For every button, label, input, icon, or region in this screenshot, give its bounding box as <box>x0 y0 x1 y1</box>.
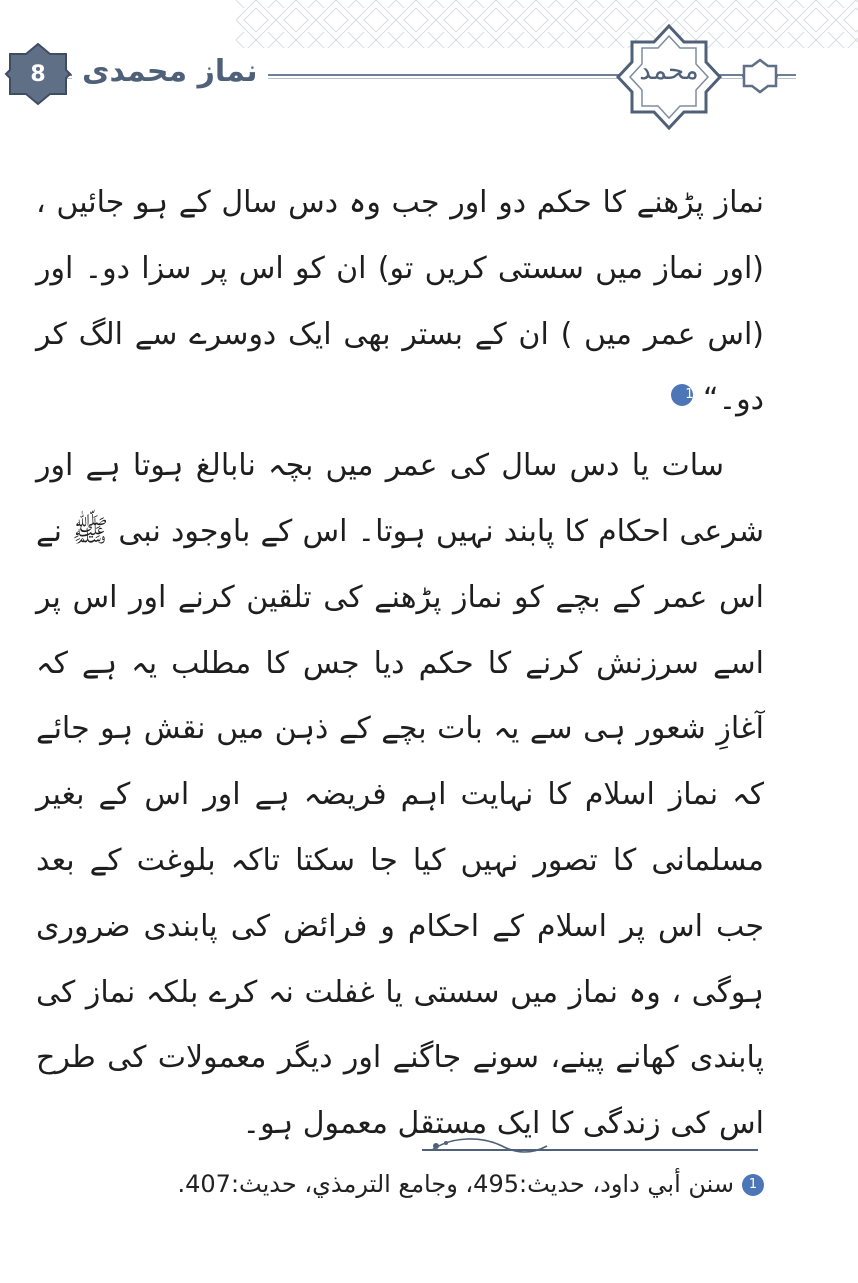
main-text <box>36 170 764 1157</box>
book-title: نماز محمدی <box>72 50 268 94</box>
page-number: 8 <box>30 61 46 87</box>
geometric-pattern-ornament <box>236 0 858 48</box>
footnote-marker: 1 <box>742 1174 764 1196</box>
footnote-divider-ornament <box>422 1128 758 1162</box>
flower-ornament-icon <box>740 58 780 94</box>
paragraph-2: سات یا دس سال کی عمر میں بچہ نابالغ ہوتا ہے اور شرعی احکام کا پابند نہیں ہوتا۔ اس کے باوجود نبی ﷺ نے اس عمر کے بچے کو نماز پڑھنے کی تلقین کرنے اور اس پر اسے سرزنش کرنے کا حکم دیا جس کا مطلب یہ ہے کہ آغازِ شعور ہی سے یہ بات بچے کے ذہن میں نقش ہو جائے کہ نماز اسلام کا نہایت اہم فریضہ ہے اور اس کے بغیر مسلمانی کا تصور نہیں کیا جا سکتا تاکہ بلوغت کے بعد جب اس پر اسلام کے احکام و فرائض کی پابندی ضروری ہوگی ، وہ نماز میں سستی یا غفلت نہ کرے بلکہ نماز کی پابندی کھانے پینے، سونے جاگنے اور دیگر معمولات کی طرح اس کی زندگی کا ایک مستقل معمول ہو۔ <box>36 448 764 1142</box>
paragraph-1-text: نماز پڑھنے کا حکم دو اور جب وہ دس سال کے ہو جائیں ، (اور نماز میں سستی کریں تو) ان کو اس پر سزا دو۔ اور (اس عمر میں ) ان کے بستر بھی ایک دوسرے سے الگ کر دو۔“ <box>36 185 764 418</box>
paragraph-1 <box>36 170 764 433</box>
page-header <box>0 0 858 130</box>
footnote-text: سنن أبي داود، حديث:495، وجامع الترمذي، حديث:407. <box>177 1170 734 1198</box>
emblem-calligraphy: محمد <box>639 56 699 86</box>
footnote-reference: 1 <box>671 384 693 406</box>
footnote <box>36 1166 764 1202</box>
